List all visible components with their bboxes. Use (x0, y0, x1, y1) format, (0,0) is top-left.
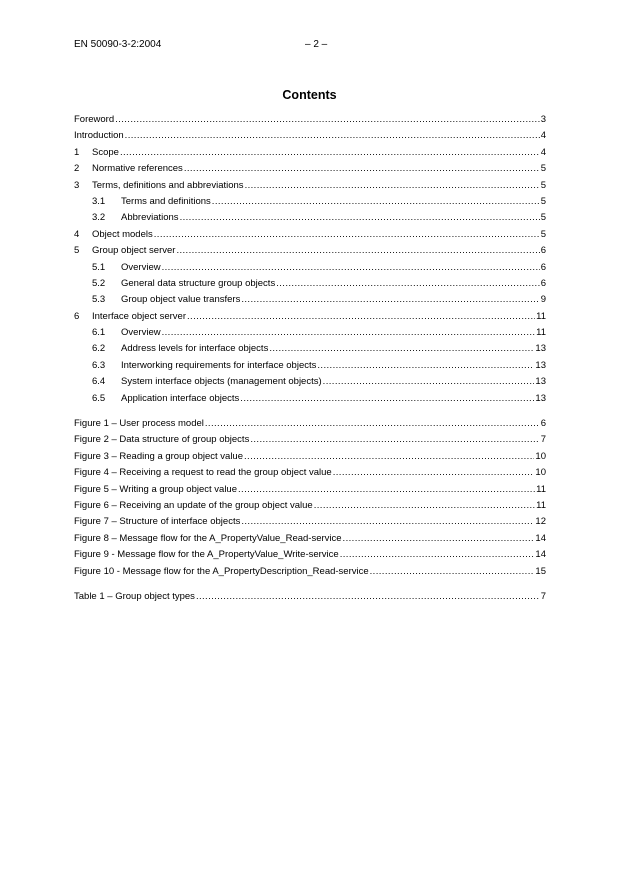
toc-entry[interactable] (74, 161, 546, 177)
toc-entry-number: 6.1 (92, 327, 106, 339)
toc-entry-title: Figure 7 – Structure of interface objects (74, 516, 241, 528)
toc-entry-title: Object models (92, 228, 153, 240)
toc-entry-page: 9 (540, 294, 546, 306)
toc-leader-dots (162, 325, 536, 341)
toc-entry-title: Figure 2 – Data structure of group objects (74, 434, 250, 446)
toc-leader-dots (196, 589, 540, 605)
toc-entry[interactable] (74, 260, 546, 276)
toc-entry-number: 2 (74, 163, 80, 175)
toc-leader-dots (162, 260, 540, 276)
toc-leader-dots (276, 276, 540, 292)
toc-entry-page: 6 (540, 245, 546, 257)
toc-entry[interactable] (74, 374, 546, 390)
toc-entry-title: General data structure group objects (121, 277, 276, 289)
toc-entry[interactable] (74, 482, 546, 498)
toc-entry-page: 4 (540, 130, 546, 142)
toc-entry[interactable] (74, 325, 546, 341)
toc-entry-page: 13 (535, 376, 546, 388)
toc-entry[interactable] (74, 514, 546, 530)
toc-entry[interactable] (74, 128, 546, 144)
toc-entry[interactable] (74, 227, 546, 243)
toc-entry-page: 6 (540, 418, 546, 430)
contents-title: Contents (282, 88, 337, 102)
toc-entry-page: 7 (540, 590, 546, 602)
toc-entry-page: 6 (540, 261, 546, 273)
table-of-contents (74, 112, 546, 605)
toc-entry-page: 10 (535, 467, 546, 479)
toc-leader-dots (244, 449, 534, 465)
toc-entry[interactable] (74, 112, 546, 128)
toc-leader-dots (317, 358, 534, 374)
toc-entry-page: 15 (535, 565, 546, 577)
toc-leader-dots (241, 514, 534, 530)
toc-entry-title: Address levels for interface objects (121, 343, 269, 355)
toc-entry-page: 5 (540, 195, 546, 207)
toc-entry[interactable] (74, 589, 546, 605)
toc-leader-dots (370, 564, 535, 580)
toc-entry-title: Normative references (92, 163, 183, 175)
toc-leader-dots (245, 178, 540, 194)
toc-entry-number: 6.4 (92, 376, 106, 388)
toc-entry-page: 11 (536, 499, 546, 511)
toc-entry-title: Terms and definitions (121, 195, 211, 207)
toc-entry-page: 3 (540, 114, 546, 125)
toc-entry[interactable] (74, 309, 546, 325)
toc-leader-dots (343, 531, 535, 547)
toc-entry-page: 5 (540, 179, 546, 191)
toc-entry-number: 5 (74, 245, 80, 257)
toc-entry[interactable] (74, 391, 546, 407)
toc-entry-title: Figure 6 – Receiving an update of the group object value (74, 499, 313, 511)
toc-leader-dots (115, 112, 540, 128)
toc-entry-title: Introduction (74, 130, 124, 142)
toc-leader-dots (176, 243, 539, 259)
toc-leader-dots (250, 432, 539, 448)
toc-entry[interactable] (74, 432, 546, 448)
toc-leader-dots (340, 547, 535, 563)
toc-entry[interactable] (74, 243, 546, 259)
toc-entry-page: 11 (536, 327, 546, 339)
toc-entry-number: 3.1 (92, 195, 106, 207)
toc-entry-title: Figure 1 – User process model (74, 418, 204, 430)
toc-entry-page: 5 (540, 228, 546, 240)
toc-leader-dots (323, 374, 535, 390)
toc-entry[interactable] (74, 276, 546, 292)
toc-entry-number: 5.1 (92, 261, 106, 273)
toc-entry[interactable] (74, 449, 546, 465)
toc-entry-page: 14 (535, 532, 546, 544)
toc-entry-title: Figure 8 – Message flow for the A_PropertyValue_Read-service (74, 532, 342, 544)
toc-entry-title: Overview (121, 327, 161, 339)
toc-entry-page: 10 (535, 450, 546, 462)
toc-entry-number: 6.5 (92, 392, 106, 404)
toc-leader-dots (333, 465, 535, 481)
toc-entry-page: 6 (540, 277, 546, 289)
toc-leader-dots (314, 498, 535, 514)
toc-entry[interactable] (74, 531, 546, 547)
toc-entry-title: Scope (92, 146, 119, 158)
toc-entry[interactable] (74, 547, 546, 563)
toc-entry[interactable] (74, 564, 546, 580)
toc-entry-title: Group object value transfers (121, 294, 241, 306)
section-gap (74, 407, 546, 416)
toc-entry-title: Application interface objects (121, 392, 240, 404)
toc-leader-dots (125, 128, 540, 144)
toc-leader-dots (187, 309, 535, 325)
toc-entry-page: 5 (540, 212, 546, 224)
toc-entry-title: Foreword (74, 114, 115, 125)
toc-leader-dots (241, 292, 539, 308)
toc-entry[interactable] (74, 210, 546, 226)
toc-entry-title: Terms, definitions and abbreviations (92, 179, 244, 191)
toc-figures (74, 416, 546, 580)
toc-entry[interactable] (74, 358, 546, 374)
toc-entry[interactable] (74, 498, 546, 514)
toc-entry-title: Table 1 – Group object types (74, 590, 195, 602)
toc-entry[interactable] (74, 145, 546, 161)
toc-entry-title: Group object server (92, 245, 176, 257)
toc-entry-page: 11 (536, 310, 546, 322)
toc-leader-dots (205, 416, 540, 432)
toc-entry-title: System interface objects (management objects) (121, 376, 322, 388)
toc-entry-title: Figure 3 – Reading a group object value (74, 450, 244, 462)
toc-entry-title: Figure 4 – Receiving a request to read the group object value (74, 467, 332, 479)
toc-entry-page: 4 (540, 146, 546, 158)
document-id: EN 50090-3-2:2004 (74, 39, 162, 50)
toc-entry-title: Figure 9 - Message flow for the A_PropertyValue_Write-service (74, 549, 339, 561)
toc-leader-dots (269, 341, 534, 357)
toc-entry[interactable] (74, 292, 546, 308)
page-number: – 2 – (305, 39, 328, 50)
section-gap (74, 580, 546, 589)
toc-entry-title: Abbreviations (121, 212, 179, 224)
toc-entry-page: 13 (535, 359, 546, 371)
toc-entry-title: Figure 5 – Writing a group object value (74, 483, 237, 495)
toc-leader-dots (120, 145, 540, 161)
toc-leader-dots (238, 482, 535, 498)
toc-entry-number: 5.3 (92, 294, 106, 306)
toc-entry-page: 13 (535, 343, 546, 355)
toc-entry-number: 6 (74, 310, 80, 322)
toc-entry-page: 11 (536, 483, 546, 495)
toc-leader-dots (154, 227, 540, 243)
toc-leader-dots (212, 194, 540, 210)
toc-entry-number: 6.2 (92, 343, 106, 355)
toc-entry-number: 1 (74, 146, 80, 158)
toc-entry-page: 13 (535, 392, 546, 404)
toc-entry-number: 6.3 (92, 359, 106, 371)
toc-entry[interactable] (74, 194, 546, 210)
toc-tables (74, 589, 546, 605)
toc-entry[interactable] (74, 178, 546, 194)
toc-sections (74, 112, 546, 407)
toc-leader-dots (240, 391, 534, 407)
toc-entry-page: 12 (535, 516, 546, 528)
toc-entry-number: 4 (74, 228, 80, 240)
toc-entry-number: 3 (74, 179, 80, 191)
toc-entry-title: Interworking requirements for interface objects (121, 359, 317, 371)
toc-entry[interactable] (74, 416, 546, 432)
toc-entry-page: 7 (540, 434, 546, 446)
toc-entry-title: Overview (121, 261, 161, 273)
toc-entry-page: 14 (535, 549, 546, 561)
toc-entry-title: Interface object server (92, 310, 186, 322)
toc-entry-title: Figure 10 - Message flow for the A_PropertyDescription_Read-service (74, 565, 369, 577)
toc-entry-number: 5.2 (92, 277, 106, 289)
toc-entry[interactable] (74, 465, 546, 481)
toc-entry-number: 3.2 (92, 212, 106, 224)
toc-entry[interactable] (74, 341, 546, 357)
toc-leader-dots (180, 210, 540, 226)
toc-entry-page: 5 (540, 163, 546, 175)
toc-leader-dots (184, 161, 540, 177)
